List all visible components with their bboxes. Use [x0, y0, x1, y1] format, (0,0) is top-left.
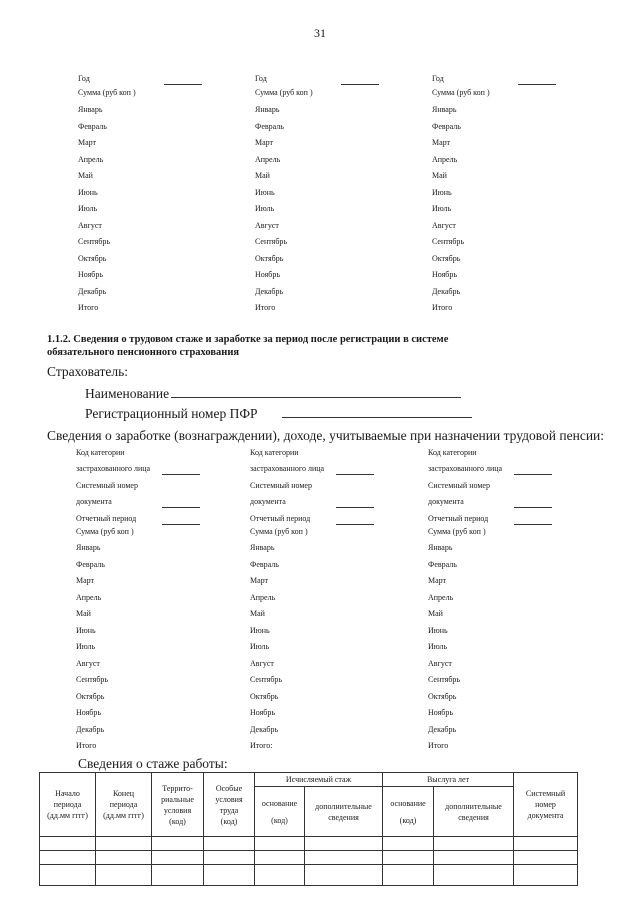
month-label: Декабрь	[432, 286, 461, 296]
month-label: Январь	[432, 105, 457, 114]
month-label: Август	[250, 658, 274, 668]
month-label: Февраль	[428, 559, 457, 569]
sum-label: Сумма (руб коп )	[428, 527, 486, 536]
month-label: Ноябрь	[255, 270, 281, 279]
month-label: Октябрь	[432, 253, 461, 263]
category-code-label: Код категории	[250, 448, 299, 457]
section-heading-line-2: обязательного пенсионного страхования	[47, 347, 240, 358]
month-label: Октябрь	[78, 253, 107, 263]
header-territorial-conditions: Террито- риальные условия (код)	[152, 773, 204, 837]
month-label: Апрель	[76, 592, 102, 602]
header-seniority-extra: дополнительные сведения	[434, 787, 514, 837]
form-blank	[162, 499, 200, 508]
earnings-label: Сведения о заработке (вознаграждении), доходе, учитываемые при назначении трудовой пенсии:	[47, 428, 605, 443]
table-row	[40, 851, 578, 865]
sum-label: Сумма (руб коп )	[78, 88, 136, 97]
stazh-title: Сведения о стаже работы:	[78, 756, 228, 771]
form-blank	[162, 466, 200, 475]
month-label: Сентябрь	[432, 237, 465, 246]
month-label: Сентябрь	[76, 675, 109, 684]
sum-label: Сумма (руб коп )	[76, 527, 134, 536]
month-label: Март	[250, 576, 269, 585]
sum-label: Сумма (руб коп )	[432, 88, 490, 97]
header-system-document-number: Системный номер документа	[514, 773, 578, 837]
month-label: Август	[255, 220, 279, 230]
form-blank	[336, 466, 374, 475]
pfr-blank	[282, 409, 472, 418]
system-number-label: Системный номер	[76, 481, 138, 490]
header-calc-basis: основание (код)	[255, 787, 305, 837]
month-label: Август	[78, 220, 102, 230]
month-label: Февраль	[432, 121, 461, 131]
sum-label: Сумма (руб коп )	[250, 527, 308, 536]
system-number-label: Системный номер	[428, 481, 490, 490]
month-label: Июнь	[428, 625, 448, 635]
month-label: Июнь	[432, 187, 452, 197]
month-label: Декабрь	[250, 724, 279, 734]
month-label: Май	[432, 171, 447, 180]
month-label: Октябрь	[250, 691, 279, 701]
month-label: Май	[250, 609, 265, 618]
month-label: Январь	[255, 105, 280, 114]
month-label: Декабрь	[428, 724, 457, 734]
month-label: Август	[432, 220, 456, 230]
month-label: Декабрь	[255, 286, 284, 296]
month-label: Октябрь	[255, 253, 284, 263]
month-label: Апрель	[255, 154, 281, 164]
month-label: Март	[78, 138, 97, 147]
insurer-label: Страхователь:	[47, 364, 128, 379]
stazh-table	[39, 772, 578, 886]
month-label: Июль	[255, 204, 275, 213]
document-label: документа	[250, 497, 286, 506]
section-heading	[47, 333, 448, 359]
month-label: Декабрь	[76, 724, 105, 734]
total-label: Итого	[76, 741, 97, 750]
header-seniority: Выслуга лет	[383, 773, 514, 787]
total-label: Итого	[432, 303, 453, 312]
insured-person-label: застрахованного лица	[428, 464, 503, 473]
month-label: Февраль	[255, 121, 284, 131]
insured-person-label: застрахованного лица	[76, 464, 151, 473]
sum-label: Сумма (руб коп )	[255, 88, 313, 97]
month-label: Март	[76, 576, 95, 585]
total-label: Итого	[428, 741, 449, 750]
header-period-end: Конец периода (дд.мм гггг)	[96, 773, 152, 837]
month-label: Май	[76, 609, 91, 618]
header-seniority-basis: основание (код)	[383, 787, 434, 837]
month-label: Октябрь	[76, 691, 105, 701]
document-label: документа	[76, 497, 112, 506]
month-label: Февраль	[78, 121, 107, 131]
form-blank	[514, 516, 552, 525]
month-label: Март	[255, 138, 274, 147]
form-blank	[336, 499, 374, 508]
header-special-conditions: Особые условия труда (код)	[204, 773, 255, 837]
header-period-start: Начало периода (дд.мм гггг)	[40, 773, 96, 837]
month-label: Сентябрь	[255, 237, 288, 246]
document-label: документа	[428, 497, 464, 506]
month-label: Июль	[250, 642, 270, 651]
reporting-period-label: Отчетный период	[428, 514, 489, 523]
header-calc-extra: дополнительные сведения	[305, 787, 383, 837]
year-label: Год	[432, 74, 444, 83]
month-label: Ноябрь	[76, 708, 102, 717]
page-number: 31	[314, 26, 326, 40]
month-label: Июль	[76, 642, 96, 651]
month-label: Июнь	[255, 187, 275, 197]
month-label: Февраль	[76, 559, 105, 569]
year-label: Год	[78, 74, 90, 83]
system-number-label: Системный номер	[250, 481, 312, 490]
pfr-label: Регистрационный номер ПФР	[85, 406, 258, 421]
table-row	[40, 837, 578, 851]
month-label: Июнь	[250, 625, 270, 635]
month-label: Январь	[250, 543, 275, 552]
section-heading-line-1: 1.1.2. Сведения о трудовом стаже и заработке за период после регистрации в системе	[47, 334, 449, 345]
category-code-label: Код категории	[428, 448, 477, 457]
form-blank	[514, 466, 552, 475]
form-blank	[514, 499, 552, 508]
month-label: Январь	[76, 543, 101, 552]
table-row	[40, 865, 578, 886]
name-blank	[171, 389, 461, 398]
header-calculated-stazh: Исчисляемый стаж	[255, 773, 383, 787]
month-label: Август	[428, 658, 452, 668]
form-blank	[336, 516, 374, 525]
year-blank	[164, 76, 202, 85]
year-blank	[518, 76, 556, 85]
month-label: Ноябрь	[432, 270, 458, 279]
month-label: Декабрь	[78, 286, 107, 296]
total-label: Итого	[78, 303, 99, 312]
month-label: Апрель	[428, 592, 454, 602]
month-label: Январь	[428, 543, 453, 552]
month-label: Апрель	[432, 154, 458, 164]
month-label: Март	[428, 576, 447, 585]
month-label: Июнь	[76, 625, 96, 635]
month-label: Октябрь	[428, 691, 457, 701]
month-label: Май	[428, 609, 443, 618]
month-label: Март	[432, 138, 451, 147]
month-label: Апрель	[78, 154, 104, 164]
month-label: Ноябрь	[428, 708, 454, 717]
month-label: Август	[76, 658, 100, 668]
month-label: Май	[255, 171, 270, 180]
month-label: Июнь	[78, 187, 98, 197]
reporting-period-label: Отчетный период	[250, 514, 311, 523]
month-label: Сентябрь	[428, 675, 461, 684]
pfr-number-field	[85, 406, 472, 422]
month-label: Июль	[78, 204, 98, 213]
year-label: Год	[255, 74, 267, 83]
month-label: Апрель	[250, 592, 276, 602]
month-label: Июль	[428, 642, 448, 651]
total-label: Итого:	[250, 741, 273, 750]
month-label: Сентябрь	[250, 675, 283, 684]
month-label: Ноябрь	[250, 708, 276, 717]
insured-person-label: застрахованного лица	[250, 464, 325, 473]
form-blank	[162, 516, 200, 525]
category-code-label: Код категории	[76, 448, 125, 457]
year-blank	[341, 76, 379, 85]
month-label: Ноябрь	[78, 270, 104, 279]
month-label: Февраль	[250, 559, 279, 569]
name-label: Наименование	[85, 386, 170, 401]
month-label: Июль	[432, 204, 452, 213]
month-label: Январь	[78, 105, 103, 114]
month-label: Май	[78, 171, 93, 180]
reporting-period-label: Отчетный период	[76, 514, 137, 523]
name-field	[85, 386, 461, 402]
month-label: Сентябрь	[78, 237, 111, 246]
total-label: Итого	[255, 303, 276, 312]
